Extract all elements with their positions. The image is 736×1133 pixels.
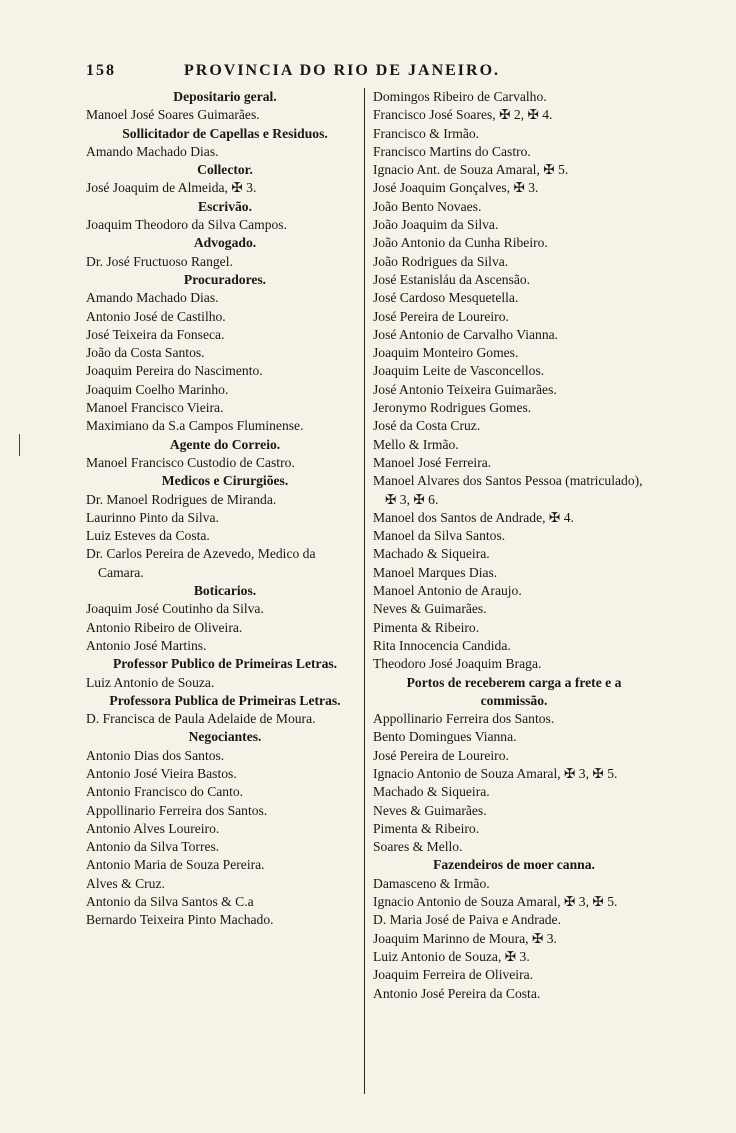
directory-entry: José Joaquim Gonçalves, ✠ 3. [373, 180, 539, 196]
column-divider [364, 88, 365, 1094]
directory-entry: Francisco & Irmão. [373, 125, 480, 141]
directory-entry: Manoel dos Santos de Andrade, ✠ 4. [373, 509, 574, 525]
directory-entry: Manoel José Ferreira. [373, 454, 492, 470]
directory-entry: Manoel Marques Dias. [373, 564, 498, 580]
directory-entry: Ignacio Ant. de Souza Amaral, ✠ 5. [373, 162, 569, 178]
section-heading: Depositario geral. [173, 89, 277, 104]
running-title: PROVINCIA DO RIO DE JANEIRO. [184, 62, 501, 79]
directory-entry: Luiz Esteves da Costa. [86, 528, 210, 544]
section-heading: Boticarios. [193, 583, 257, 599]
directory-entry: Luiz Antonio de Souza, ✠ 3. [373, 948, 530, 964]
directory-entry: Domingos Ribeiro de Carvalho. [373, 89, 547, 104]
section-heading: Fazendeiros de moer canna. [433, 857, 595, 873]
directory-entry: Joaquim Coelho Marinho. [86, 381, 229, 397]
directory-entry: José Antonio Teixeira Guimarães. [373, 381, 557, 397]
section-heading: Advogado. [193, 235, 257, 251]
directory-entry: Machado & Siqueira. [373, 784, 490, 800]
directory-entry: José Teixeira da Fonseca. [86, 326, 225, 342]
directory-entry: Antonio José Martins. [86, 637, 207, 653]
directory-entry: João Joaquim da Silva. [373, 217, 499, 233]
directory-entry: Damasceno & Irmão. [373, 875, 490, 891]
directory-entry: Jeronymo Rodrigues Gomes. [373, 400, 532, 416]
directory-entry: Antonio Maria de Souza Pereira. [86, 857, 265, 873]
directory-entry: Antonio Francisco do Canto. [86, 784, 244, 800]
directory-entry: Mello & Irmão. [373, 436, 459, 452]
directory-entry: Antonio da Silva Santos & C.a [86, 894, 254, 910]
directory-entry: Amando Machado Dias. [86, 143, 219, 159]
section-heading: Medicos e Cirurgiões. [161, 473, 289, 489]
section-heading: Negociantes. [188, 729, 262, 745]
section-heading: Professora Publica de Primeiras Letras. [109, 692, 341, 708]
section-heading: Collector. [197, 162, 253, 178]
section-heading: Agente do Correio. [169, 436, 281, 452]
directory-entry: Antonio da Silva Torres. [86, 839, 220, 855]
section-heading: Portos de receberem carga a frete e a commissão. [406, 674, 622, 708]
directory-entry: Joaquim Ferreira de Oliveira. [373, 967, 534, 983]
directory-entry: Manoel Alvares dos Santos Pessoa (matriculado), ✠ 3, ✠ 6. [373, 473, 643, 507]
directory-entry: Machado & Siqueira. [373, 546, 490, 562]
directory-entry: Luiz Antonio de Souza. [86, 674, 215, 690]
left-column [86, 88, 364, 930]
directory-entry: Appollinario Ferreira dos Santos. [86, 802, 268, 818]
directory-entry: José Antonio de Carvalho Vianna. [373, 326, 559, 342]
directory-entry: Manoel José Soares Guimarães. [86, 107, 260, 123]
directory-entry: Bento Domingues Vianna. [373, 729, 517, 745]
directory-entry: José Pereira de Loureiro. [373, 747, 509, 763]
directory-entry: Antonio Alves Loureiro. [86, 820, 220, 836]
directory-entry: Joaquim Marinno de Moura, ✠ 3. [373, 930, 557, 946]
directory-entry: Appollinario Ferreira dos Santos. [373, 711, 555, 727]
directory-entry: Joaquim Pereira do Nascimento. [86, 363, 263, 379]
directory-entry: Joaquim Monteiro Gomes. [373, 345, 519, 361]
directory-entry: Ignacio Antonio de Souza Amaral, ✠ 3, ✠ 5. [373, 894, 618, 910]
directory-entry: Antonio José Pereira da Costa. [373, 985, 541, 1001]
directory-entry: José Joaquim de Almeida, ✠ 3. [86, 180, 257, 196]
directory-entry: Antonio José Vieira Bastos. [86, 765, 237, 781]
directory-entry: D. Francisca de Paula Adelaide de Moura. [86, 711, 316, 727]
directory-entry: José Cardoso Mesquetella. [373, 290, 519, 306]
directory-entry: Soares & Mello. [373, 839, 463, 855]
directory-entry: D. Maria José de Paiva e Andrade. [373, 912, 561, 928]
directory-entry: Pimenta & Ribeiro. [373, 820, 480, 836]
directory-entry: João Rodrigues da Silva. [373, 253, 509, 269]
margin-mark [19, 434, 20, 456]
directory-entry: José Estanisláu da Ascensão. [373, 271, 531, 287]
directory-entry: João da Costa Santos. [86, 345, 205, 361]
page-number: 158 [86, 62, 116, 79]
directory-entry: Manoel Francisco Custodio de Castro. [86, 454, 295, 470]
directory-entry: Rita Innocencia Candida. [373, 637, 511, 653]
directory-entry: José da Costa Cruz. [373, 418, 481, 434]
directory-entry: Manoel da Silva Santos. [373, 528, 506, 544]
right-column [373, 88, 655, 1003]
directory-entry: Antonio Dias dos Santos. [86, 747, 225, 763]
directory-entry: Joaquim José Coutinho da Silva. [86, 601, 264, 617]
section-heading: Procuradores. [183, 271, 267, 287]
directory-entry: Amando Machado Dias. [86, 290, 219, 306]
directory-entry: Neves & Guimarães. [373, 802, 487, 818]
directory-entry: Dr. Carlos Pereira de Azevedo, Medico da Camara. [86, 546, 316, 580]
directory-entry: Francisco José Soares, ✠ 2, ✠ 4. [373, 107, 553, 123]
directory-entry: Dr. Manoel Rodrigues de Miranda. [86, 491, 277, 507]
directory-entry: Ignacio Antonio de Souza Amaral, ✠ 3, ✠ 5. [373, 765, 618, 781]
directory-entry: Joaquim Theodoro da Silva Campos. [86, 217, 287, 233]
directory-entry: João Bento Novaes. [373, 198, 482, 214]
section-heading: Escrivão. [198, 198, 252, 214]
directory-entry: Laurinno Pinto da Silva. [86, 509, 219, 525]
directory-entry: Bernardo Teixeira Pinto Machado. [86, 912, 274, 928]
directory-entry: Antonio Ribeiro de Oliveira. [86, 619, 243, 635]
section-heading: Professor Publico de Primeiras Letras. [112, 656, 338, 672]
directory-entry: Alves & Cruz. [86, 875, 165, 891]
directory-entry: Joaquim Leite de Vasconcellos. [373, 363, 545, 379]
directory-entry: José Pereira de Loureiro. [373, 308, 509, 324]
directory-entry: João Antonio da Cunha Ribeiro. [373, 235, 548, 251]
directory-entry: Antonio José de Castilho. [86, 308, 226, 324]
directory-entry: Manoel Antonio de Araujo. [373, 583, 522, 599]
directory-entry: Maximiano da S.a Campos Fluminense. [86, 418, 304, 434]
directory-entry: Dr. José Fructuoso Rangel. [86, 253, 233, 269]
section-heading: Sollicitador de Capellas e Residuos. [122, 125, 328, 141]
directory-entry: Francisco Martins do Castro. [373, 143, 531, 159]
directory-entry: Pimenta & Ribeiro. [373, 619, 480, 635]
directory-entry: Neves & Guimarães. [373, 601, 487, 617]
directory-entry: Theodoro José Joaquim Braga. [373, 656, 542, 672]
directory-entry: Manoel Francisco Vieira. [86, 400, 224, 416]
